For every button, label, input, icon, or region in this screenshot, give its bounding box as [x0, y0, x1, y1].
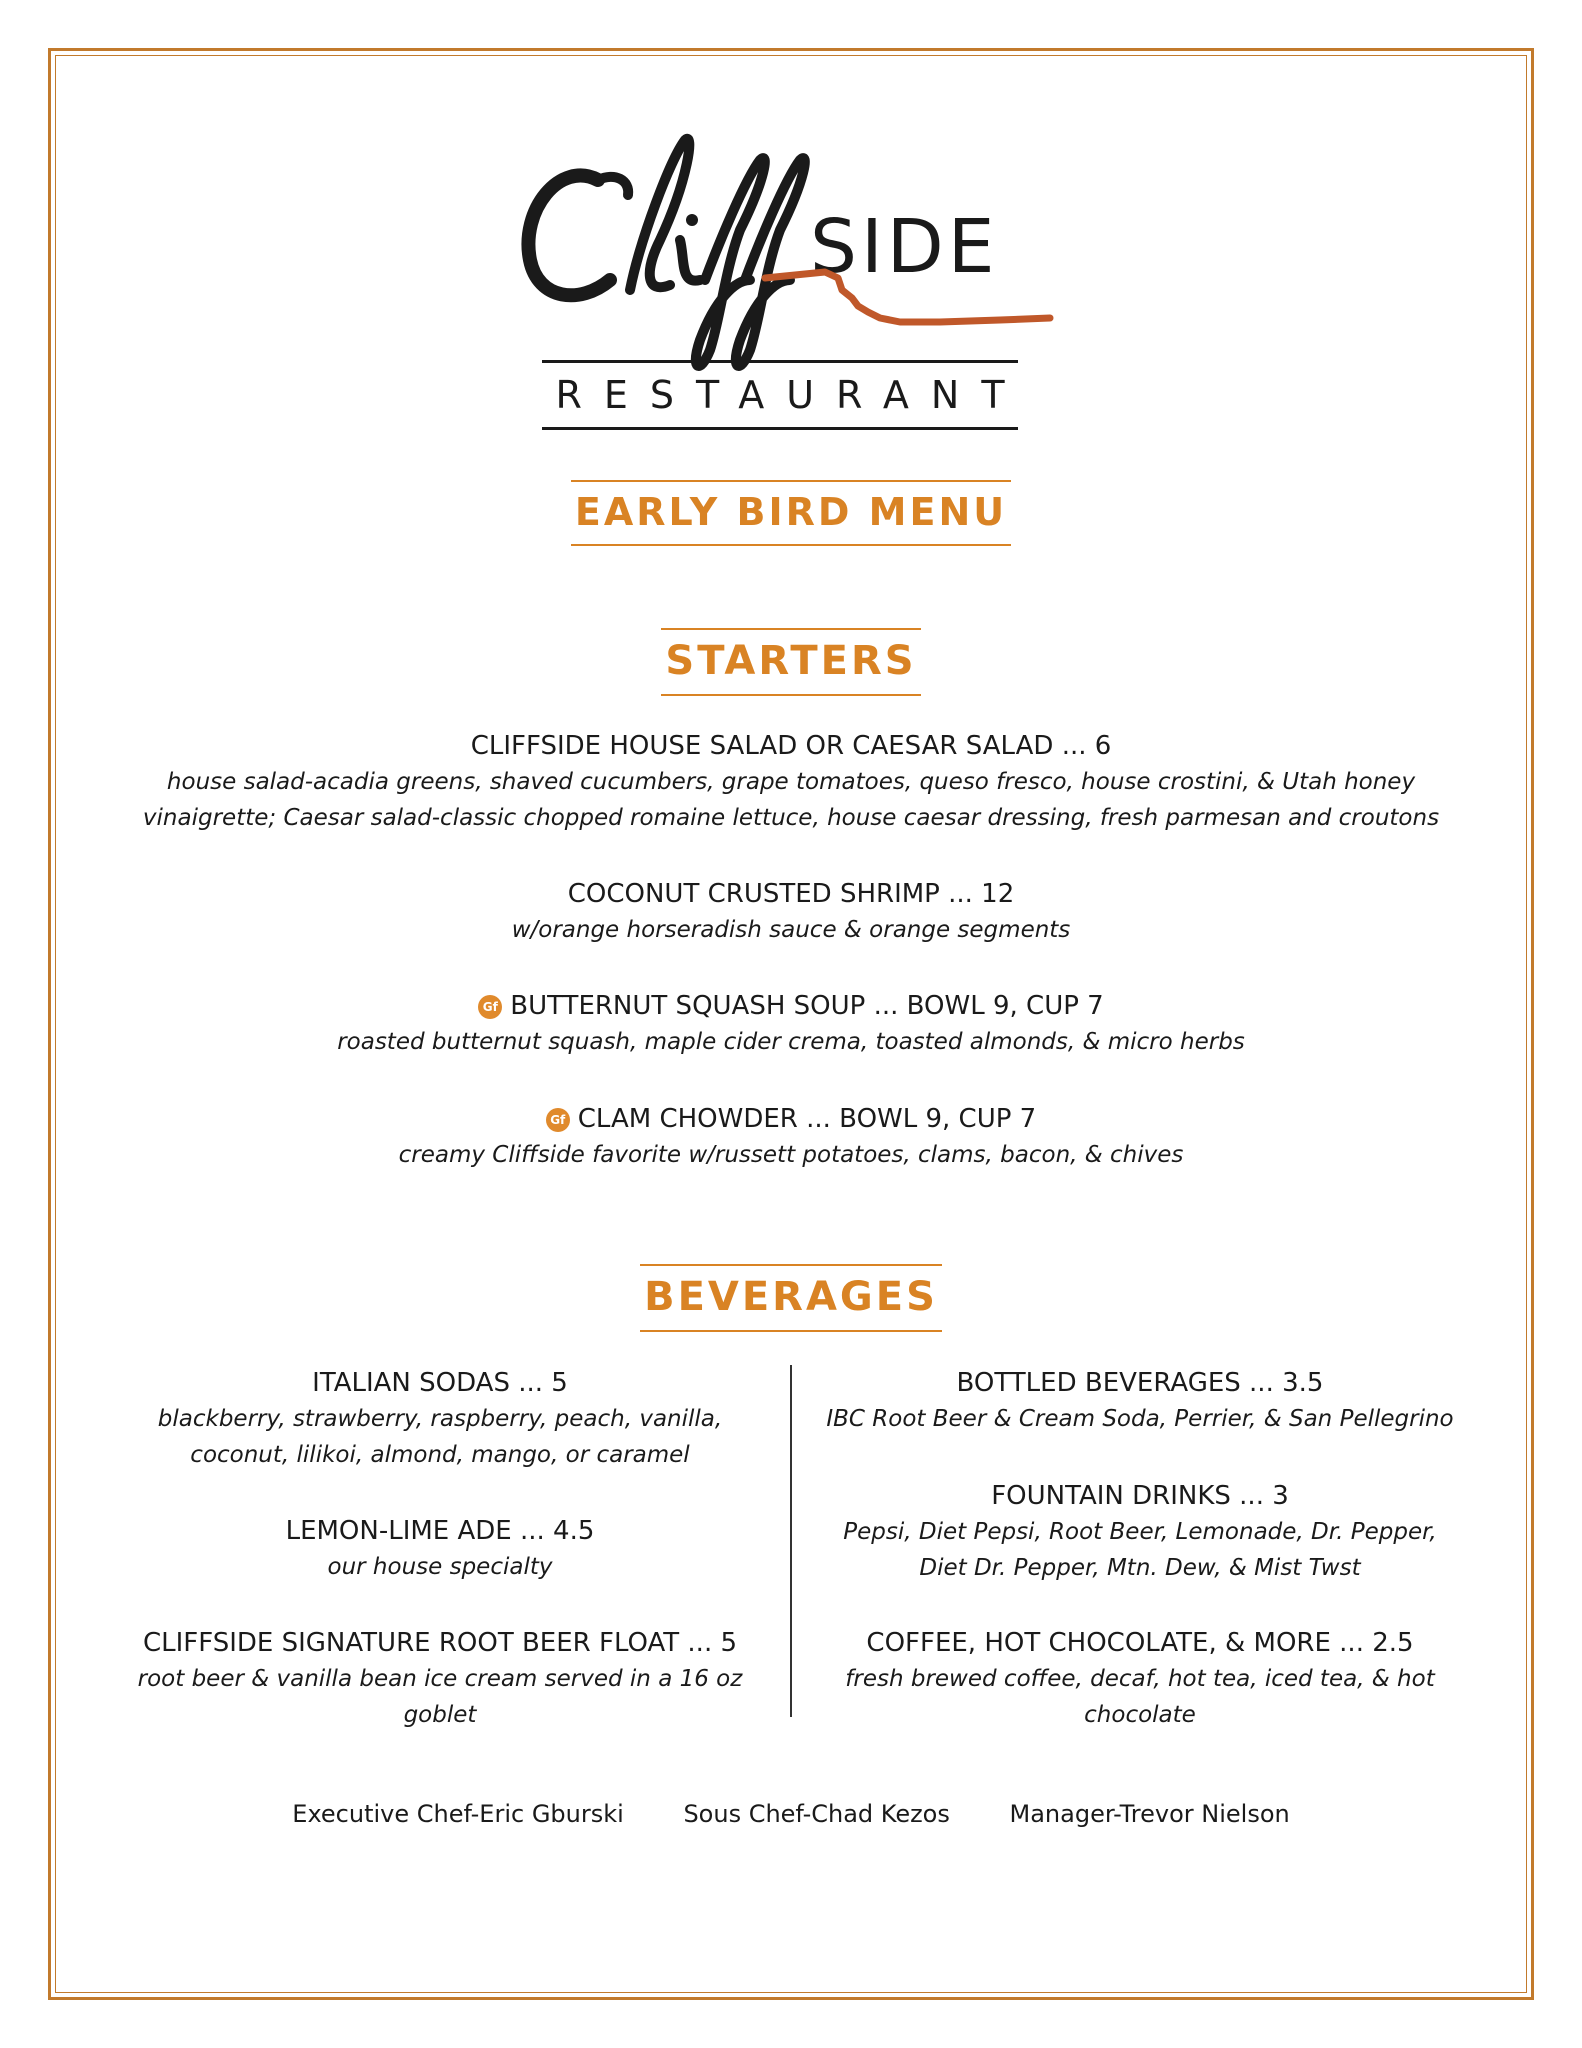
executive-chef: Executive Chef-Eric Gburski	[292, 1800, 624, 1828]
item-name: CLIFFSIDE HOUSE SALAD OR CAESAR SALAD ... 6	[470, 731, 1112, 761]
item-description: goblet	[403, 1702, 477, 1728]
item-name: BOTTLED BEVERAGES ... 3.5	[956, 1368, 1324, 1398]
beverages-heading: BEVERAGES	[0, 1264, 1582, 1332]
item-description: w/orange horseradish sauce & orange segments	[511, 917, 1071, 943]
item-name: FOUNTAIN DRINKS ... 3	[991, 1481, 1289, 1511]
item-description: root beer & vanilla bean ice cream served in a 16 oz	[137, 1666, 743, 1692]
item-description: coconut, lilikoi, almond, mango, or caramel	[190, 1442, 690, 1468]
staff-credits	[0, 1800, 1582, 1828]
gluten-free-icon: Gf	[546, 1108, 570, 1132]
item-description: our house specialty	[327, 1554, 553, 1580]
item-description: creamy Cliffside favorite w/russett potatoes, clams, bacon, & chives	[398, 1142, 1184, 1168]
menu-item-root-beer-float	[120, 1625, 760, 1733]
menu-item-lemon-lime-ade	[120, 1513, 760, 1585]
menu-item-fountain-drinks	[820, 1478, 1460, 1586]
svg-text:SIDE: SIDE	[810, 204, 999, 290]
item-description: fresh brewed coffee, decaf, hot tea, iced tea, & hot	[845, 1666, 1435, 1692]
item-description: roasted butternut squash, maple cider crema, toasted almonds, & micro herbs	[337, 1029, 1245, 1055]
item-name: COFFEE, HOT CHOCOLATE, & MORE ... 2.5	[866, 1628, 1414, 1658]
menu-item-coffee	[820, 1625, 1460, 1733]
item-description: house salad-acadia greens, shaved cucumbers, grape tomatoes, queso fresco, house crostini, & Utah honey	[166, 769, 1416, 795]
item-description: blackberry, strawberry, raspberry, peach, vanilla,	[157, 1406, 723, 1432]
menu-item-coconut-shrimp	[100, 876, 1482, 948]
sous-chef: Sous Chef-Chad Kezos	[683, 1800, 950, 1828]
menu-item-italian-sodas	[120, 1365, 760, 1473]
item-description: chocolate	[1084, 1702, 1196, 1728]
manager: Manager-Trevor Nielson	[1009, 1800, 1290, 1828]
menu-item-bottled-beverages	[820, 1365, 1460, 1437]
item-name: CLAM CHOWDER ... BOWL 9, CUP 7	[577, 1104, 1037, 1134]
item-description: vinaigrette; Caesar salad-classic chopped romaine lettuce, house caesar dressing, fresh parmesan and croutons	[142, 805, 1440, 831]
item-name: BUTTERNUT SQUASH SOUP ... BOWL 9, CUP 7	[510, 991, 1104, 1021]
item-name: CLIFFSIDE SIGNATURE ROOT BEER FLOAT ... 5	[142, 1628, 738, 1658]
menu-item-clam-chowder	[100, 1101, 1482, 1173]
restaurant-subtitle: RESTAURANT	[542, 360, 1018, 430]
item-name: COCONUT CRUSTED SHRIMP ... 12	[567, 879, 1015, 909]
item-description: IBC Root Beer & Cream Soda, Perrier, & San Pellegrino	[826, 1406, 1454, 1432]
column-divider	[790, 1365, 792, 1717]
item-description: Diet Dr. Pepper, Mtn. Dew, & Mist Twst	[919, 1555, 1361, 1581]
item-description: Pepsi, Diet Pepsi, Root Beer, Lemonade, Dr. Pepper,	[843, 1519, 1437, 1545]
item-name: ITALIAN SODAS ... 5	[312, 1368, 568, 1398]
menu-item-house-salad	[100, 728, 1482, 836]
starters-heading: STARTERS	[0, 628, 1582, 696]
gluten-free-icon: Gf	[478, 995, 502, 1019]
item-name: LEMON-LIME ADE ... 4.5	[285, 1516, 595, 1546]
menu-item-butternut-soup	[100, 988, 1482, 1060]
menu-title: EARLY BIRD MENU	[0, 480, 1582, 546]
